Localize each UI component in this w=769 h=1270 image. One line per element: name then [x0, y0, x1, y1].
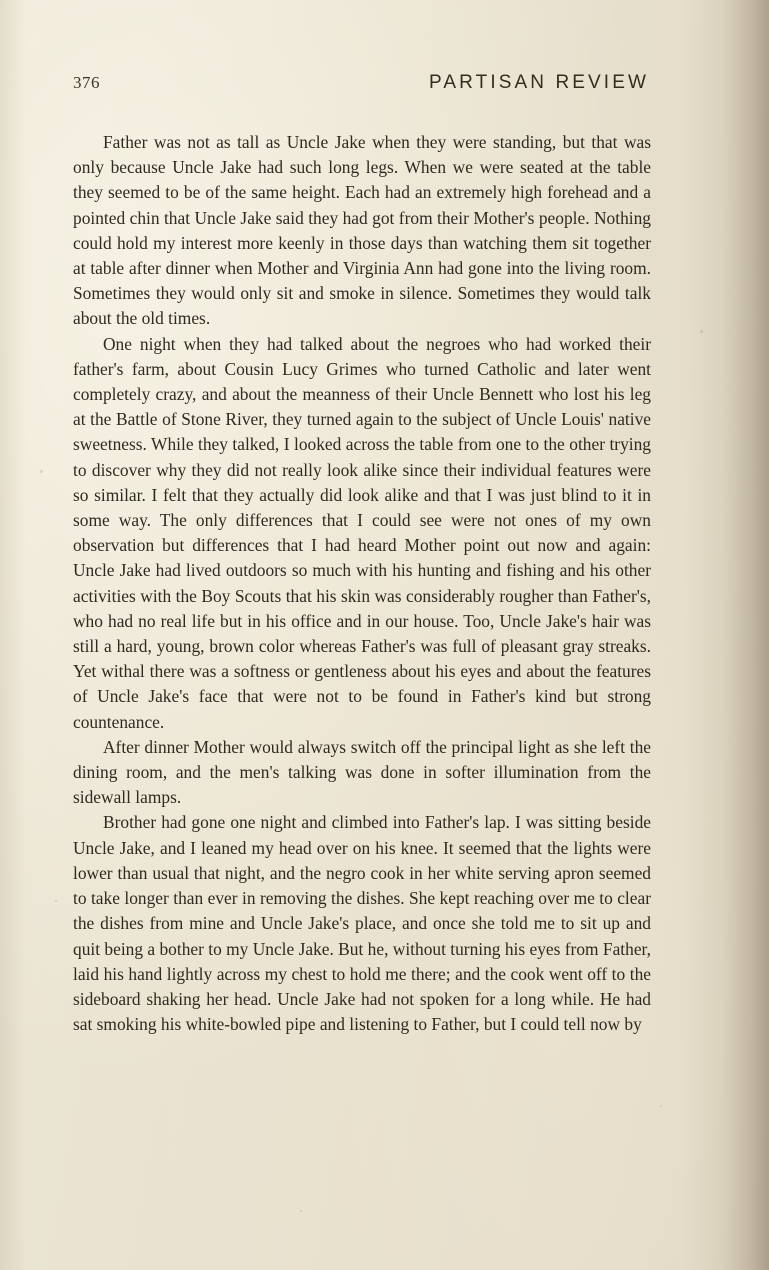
paper-speck	[700, 330, 703, 333]
page-header	[73, 0, 651, 102]
paragraph: One night when they had talked about the negroes who had worked their father's farm, about Cousin Lucy Grimes who turned Catholic and later went completely crazy, and about the meanness of their Uncle Bennett who lost his leg at the Battle of Stone River, they turned again to the subject of Uncle Louis' native sweetness. While they talked, I looked across the table from one to the other trying to discover why they did not really look alike since their individual features were so similar. I felt that they actually did look alike and that I was just blind to it in some way. The only differences that I could see were not ones of my own observation but differences that I had heard Mother point out now and again: Uncle Jake had lived outdoors so much with his hunting and fishing and his other activities with the Boy Scouts that his skin was considerably rougher than Father's, who had no real life but in his office and in our house. Too, Uncle Jake's hair was still a hard, young, brown color whereas Father's was full of pleasant gray streaks. Yet withal there was a softness or gentleness about his eyes and about the features of Uncle Jake's face that were not to be found in Father's kind but strong countenance.	[73, 333, 651, 732]
paragraph: After dinner Mother would always switch off the principal light as she left the dining room, and the men's talking was done in softer illumination from the sidewall lamps.	[73, 736, 651, 808]
page-left-edge-shading	[0, 0, 26, 1270]
paragraph: Brother had gone one night and climbed into Father's lap. I was sitting beside Uncle Jake, and I leaned my head over on his knee. It seemed that the lights were lower than usual that night, and the negro cook in her white serving apron seemed to take longer than ever in removing the dishes. She kept reaching over me to clear the dishes from mine and Uncle Jake's place, and once she told me to sit up and quit being a bother to my Uncle Jake. But he, without turning his eyes from Father, laid his hand lightly across my chest to hold me there; and the cook went off to the sideboard shaking her head. Uncle Jake had not spoken for a long while. He had sat smoking his white-bowled pipe and listening to Father, but I could tell now by	[73, 812, 651, 1035]
paper-speck	[40, 470, 43, 473]
paper-speck	[660, 1105, 662, 1107]
running-head-title: PARTISAN REVIEW	[429, 72, 649, 93]
paragraph: Father was not as tall as Uncle Jake when they were standing, but that was only because Uncle Jake had such long legs. When we were seated at the table they seemed to be of the same height. Each had an extremely high forehead and a pointed chin that Uncle Jake said they had got from their Mother's people. Nothing could hold my interest more keenly in those days than watching them sit together at table after dinner when Mother and Virginia Ann had gone into the living room. Sometimes they would only sit and smoke in silence. Sometimes they would talk about the old times.	[73, 132, 651, 329]
paper-speck	[55, 900, 57, 902]
body-text	[73, 130, 651, 1037]
page-content	[73, 0, 651, 1270]
page-number: 376	[73, 73, 100, 92]
page-gutter-shadow	[683, 0, 769, 1270]
